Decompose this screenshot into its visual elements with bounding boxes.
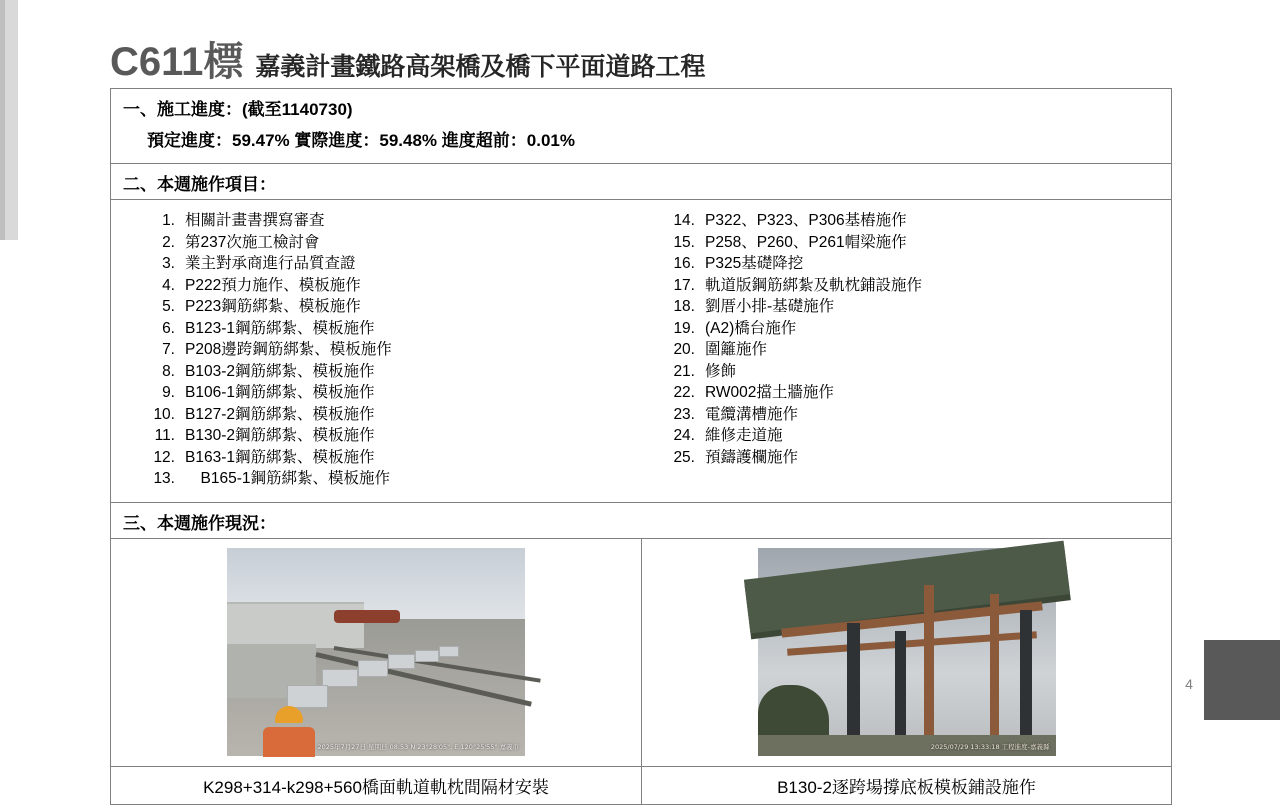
list-item-number: 5. xyxy=(162,298,175,315)
list-item-text: 劉厝小排-基礎施作 xyxy=(705,298,835,315)
items-list-left xyxy=(139,210,641,490)
list-item-text: 圍籬施作 xyxy=(705,341,768,358)
list-item-number: 17. xyxy=(673,276,695,294)
list-item xyxy=(659,447,1171,469)
list-item xyxy=(659,253,1171,275)
list-item-text: B103-2鋼筋綁紮、模板施作 xyxy=(185,362,375,380)
project-name: 嘉義計畫鐵路高架橋及橋下平面道路工程 xyxy=(255,53,706,81)
list-item xyxy=(139,361,641,383)
list-item-number: 21. xyxy=(673,362,695,380)
list-item xyxy=(139,275,641,297)
photo1-sleeper xyxy=(358,660,388,677)
list-item xyxy=(659,275,1171,297)
photo1-sleeper xyxy=(287,685,329,708)
list-item-text: P208邊跨鋼筋綁紮、模板施作 xyxy=(185,341,392,358)
bottom-right-decor-block xyxy=(1204,640,1280,720)
list-item-number: 19. xyxy=(673,319,695,337)
page-number: 4 xyxy=(1185,676,1193,692)
photo-cell-right xyxy=(641,539,1171,766)
photo2-support-column xyxy=(847,623,860,748)
list-item-number: 14. xyxy=(673,212,695,229)
list-item-number: 25. xyxy=(673,448,695,466)
list-item-number: 12. xyxy=(153,448,175,466)
list-item-text: P258、P260、P261帽梁施作 xyxy=(705,233,907,251)
photo1-sleeper xyxy=(439,646,460,657)
list-item-text: 相關計畫書撰寫審查 xyxy=(185,212,325,229)
list-item xyxy=(139,425,641,447)
list-item xyxy=(659,404,1171,426)
list-item-text: (A2)橋台施作 xyxy=(705,319,797,337)
list-item xyxy=(659,339,1171,361)
list-item-number: 11. xyxy=(154,427,175,444)
list-item xyxy=(659,382,1171,404)
list-item xyxy=(139,447,641,469)
list-item-text: 軌道版鋼筋綁紮及軌枕鋪設施作 xyxy=(705,276,923,294)
photo1-sleeper xyxy=(388,654,415,669)
list-item xyxy=(139,318,641,340)
list-item xyxy=(139,253,641,275)
project-code: C611標 xyxy=(110,40,244,84)
list-item-number: 9. xyxy=(162,384,175,401)
list-item-text: RW002擋土牆施作 xyxy=(705,384,834,401)
section-photos-heading-row xyxy=(111,503,1171,539)
section-items-heading: 二、本週施作項目： xyxy=(123,175,276,194)
section-progress-heading: 一、施工進度：(截至1140730) xyxy=(123,100,353,119)
items-column-right xyxy=(641,210,1171,490)
list-item-number: 10. xyxy=(153,405,175,423)
list-item-number: 2. xyxy=(162,233,175,251)
list-item-text: B165-1鋼筋綁紮、模板施作 xyxy=(185,470,390,487)
list-item-text: P322、P323、P306基樁施作 xyxy=(705,212,907,229)
list-item xyxy=(659,232,1171,254)
section-items-list xyxy=(111,200,1171,503)
list-item-number: 6. xyxy=(162,319,175,337)
list-item xyxy=(139,232,641,254)
list-item xyxy=(659,296,1171,318)
list-item xyxy=(139,296,641,318)
photo-row xyxy=(111,539,1171,767)
photo-caption-right: B130-2逐跨場撐底板模板鋪設施作 xyxy=(641,767,1171,804)
list-item-text: 電纜溝槽施作 xyxy=(705,405,799,423)
list-item xyxy=(139,210,641,232)
list-item-text: B127-2鋼筋綁紮、模板施作 xyxy=(185,405,375,423)
content-frame xyxy=(110,88,1172,805)
list-item-number: 20. xyxy=(673,341,695,358)
list-item-number: 24. xyxy=(673,427,695,444)
photo-falsework-formwork xyxy=(758,548,1056,756)
section-items-heading-row xyxy=(111,164,1171,200)
list-item-text: B106-1鋼筋綁紮、模板施作 xyxy=(185,384,375,401)
photo2-timestamp-overlay: 2025/07/29 13:33:18 工程進度-嘉義縣 xyxy=(930,743,1050,751)
list-item-number: 1. xyxy=(162,212,175,229)
list-item-text: P223鋼筋綁紮、模板施作 xyxy=(185,298,361,315)
left-edge-decor-line xyxy=(0,0,5,240)
list-item-number: 23. xyxy=(673,405,695,423)
list-item-number: 15. xyxy=(673,233,695,251)
photo1-sleeper xyxy=(415,650,439,662)
photo1-worker-body xyxy=(263,727,315,757)
list-item-text: 預鑄護欄施作 xyxy=(705,448,799,466)
section-progress-detail: 預定進度：59.47% 實際進度：59.48% 進度超前：0.01% xyxy=(147,131,575,150)
list-item xyxy=(139,382,641,404)
photo-caption-row xyxy=(111,767,1171,805)
list-item xyxy=(139,468,641,490)
list-item-text: 修飾 xyxy=(705,362,737,380)
list-item-number: 7. xyxy=(162,341,175,358)
list-item-text: P325基礎降挖 xyxy=(705,255,804,272)
list-item xyxy=(659,318,1171,340)
list-item-text: 業主對承商進行品質查證 xyxy=(185,255,356,272)
items-column-left xyxy=(111,210,641,490)
list-item-number: 3. xyxy=(162,255,175,272)
section-photos-heading: 三、本週施作現況： xyxy=(123,513,276,533)
list-item-number: 8. xyxy=(162,362,175,380)
photo-track-sleeper-spacer xyxy=(227,548,525,756)
photo1-wall-far xyxy=(227,602,364,648)
list-item-text: B123-1鋼筋綁紮、模板施作 xyxy=(185,319,375,337)
list-item xyxy=(659,425,1171,447)
list-item-number: 13. xyxy=(153,470,175,487)
photo2-support-column xyxy=(895,631,906,747)
list-item-text: 維修走道施 xyxy=(705,427,783,444)
section-progress xyxy=(111,89,1171,164)
photo-caption-left: K298+314-k298+560橋面軌道軌枕間隔材安裝 xyxy=(203,777,549,797)
photo-cell-left xyxy=(111,539,641,766)
photo1-red-structure xyxy=(334,610,400,622)
list-item-number: 22. xyxy=(673,384,695,401)
photo1-timestamp-overlay: 2025年7月27日 星期日 08:53 N 23°28'05", E 120°25'55" 嘉義市 xyxy=(317,743,519,751)
list-item xyxy=(659,210,1171,232)
page-title xyxy=(110,30,705,87)
items-list-right xyxy=(659,210,1171,468)
list-item-text: B130-2鋼筋綁紮、模板施作 xyxy=(185,427,375,444)
list-item-number: 16. xyxy=(673,255,695,272)
photo2-steel-post xyxy=(924,585,934,739)
photo2-support-column xyxy=(1020,610,1032,743)
list-item-text: P222預力施作、模板施作 xyxy=(185,276,361,294)
list-item-number: 4. xyxy=(162,276,175,294)
list-item-number: 18. xyxy=(673,298,695,315)
list-item xyxy=(139,404,641,426)
list-item-text: B163-1鋼筋綁紮、模板施作 xyxy=(185,448,375,466)
list-item-text: 第237次施工檢討會 xyxy=(185,233,320,251)
list-item xyxy=(139,339,641,361)
list-item xyxy=(659,361,1171,383)
photo2-steel-post xyxy=(990,594,999,740)
